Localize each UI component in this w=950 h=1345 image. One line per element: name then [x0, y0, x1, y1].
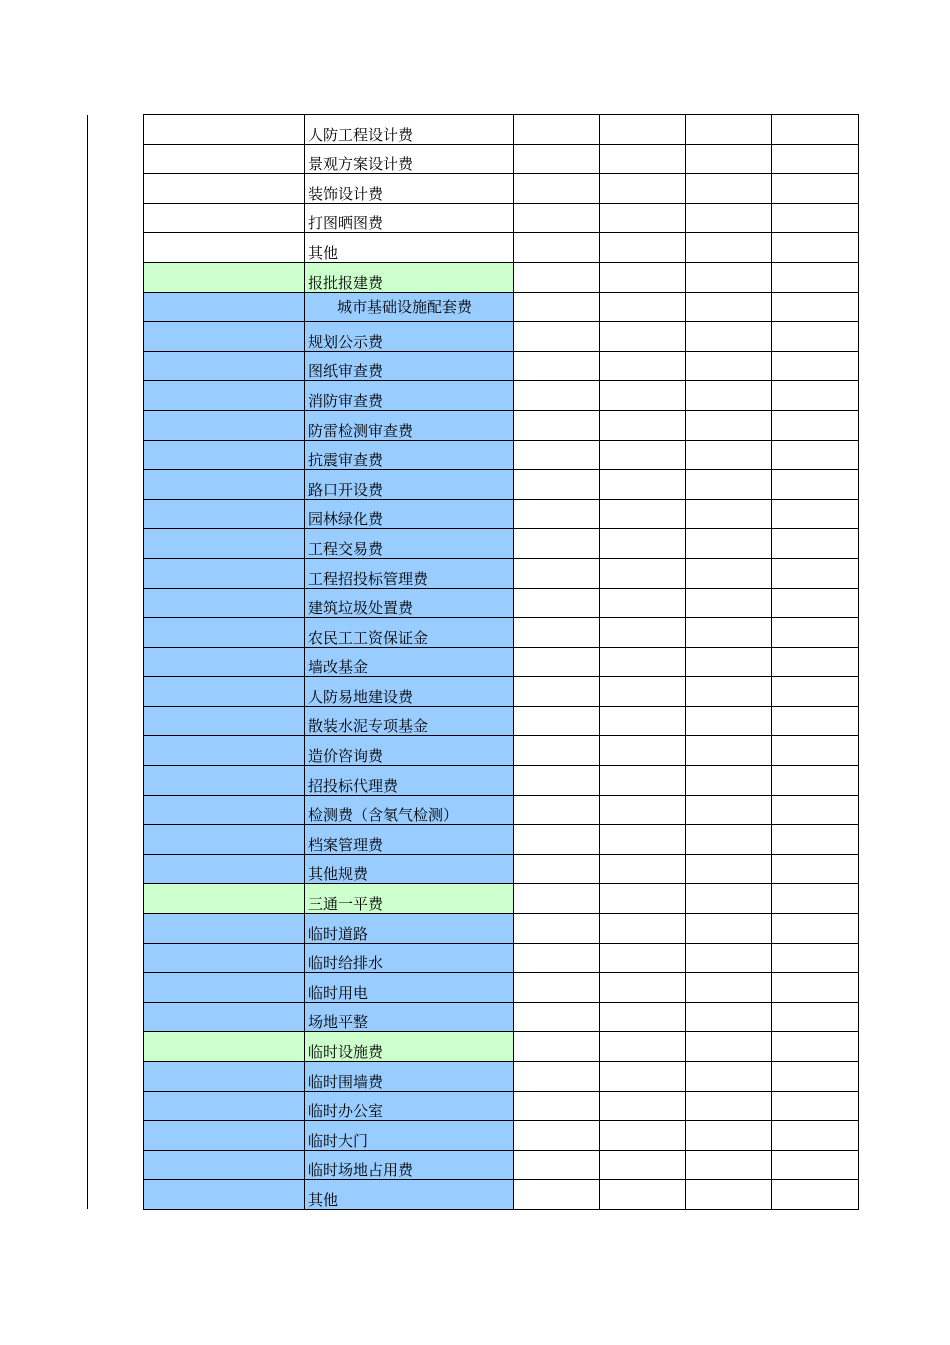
code-cell[interactable]	[144, 558, 305, 588]
value-cell[interactable]	[772, 588, 859, 618]
code-cell[interactable]	[144, 174, 305, 204]
table-row	[144, 262, 859, 292]
table-row	[144, 736, 859, 766]
code-cell[interactable]	[144, 499, 305, 529]
code-cell[interactable]	[144, 292, 305, 322]
item-name-cell[interactable]: 规划公示费	[305, 322, 514, 352]
item-name-cell[interactable]: 临时围墙费	[305, 1062, 514, 1092]
value-cell[interactable]	[600, 144, 686, 174]
table-row	[144, 144, 859, 174]
table-row	[144, 973, 859, 1003]
item-name-cell[interactable]: 工程招投标管理费	[305, 558, 514, 588]
item-name-cell[interactable]: 建筑垃圾处置费	[305, 588, 514, 618]
value-cell[interactable]	[514, 647, 600, 677]
value-cell[interactable]	[772, 440, 859, 470]
value-cell[interactable]	[514, 1150, 600, 1180]
value-cell[interactable]	[600, 825, 686, 855]
value-cell[interactable]	[600, 854, 686, 884]
table-row	[144, 706, 859, 736]
value-cell[interactable]	[772, 1062, 859, 1092]
value-cell[interactable]	[600, 1150, 686, 1180]
table-row	[144, 854, 859, 884]
value-cell[interactable]	[514, 825, 600, 855]
value-cell[interactable]	[600, 647, 686, 677]
code-cell[interactable]	[144, 529, 305, 559]
value-cell[interactable]	[600, 499, 686, 529]
item-name-cell[interactable]: 临时用电	[305, 973, 514, 1003]
item-name-cell[interactable]: 装饰设计费	[305, 174, 514, 204]
value-cell[interactable]	[600, 884, 686, 914]
value-cell[interactable]	[600, 973, 686, 1003]
table-row	[144, 943, 859, 973]
code-cell[interactable]	[144, 854, 305, 884]
item-name-cell[interactable]: 临时设施费	[305, 1032, 514, 1062]
code-cell[interactable]	[144, 1002, 305, 1032]
value-cell[interactable]	[686, 766, 772, 796]
item-name-cell[interactable]: 景观方案设计费	[305, 144, 514, 174]
item-name-cell[interactable]: 园林绿化费	[305, 499, 514, 529]
value-cell[interactable]	[514, 381, 600, 411]
value-cell[interactable]	[514, 558, 600, 588]
value-cell[interactable]	[686, 736, 772, 766]
item-name-cell[interactable]: 墙改基金	[305, 647, 514, 677]
value-cell[interactable]	[686, 410, 772, 440]
code-cell[interactable]	[144, 825, 305, 855]
value-cell[interactable]	[772, 647, 859, 677]
value-cell[interactable]	[514, 470, 600, 500]
item-name-cell[interactable]: 农民工工资保证金	[305, 618, 514, 648]
value-cell[interactable]	[686, 854, 772, 884]
item-name-cell[interactable]: 工程交易费	[305, 529, 514, 559]
value-cell[interactable]	[686, 1150, 772, 1180]
value-cell[interactable]	[686, 292, 772, 322]
value-cell[interactable]	[514, 884, 600, 914]
table-row	[144, 766, 859, 796]
value-cell[interactable]	[772, 529, 859, 559]
value-cell[interactable]	[600, 440, 686, 470]
value-cell[interactable]	[686, 943, 772, 973]
table-row	[144, 233, 859, 263]
value-cell[interactable]	[514, 618, 600, 648]
value-cell[interactable]	[514, 914, 600, 944]
value-cell[interactable]	[772, 351, 859, 381]
item-name-cell[interactable]: 消防审查费	[305, 381, 514, 411]
value-cell[interactable]	[772, 115, 859, 145]
table-row	[144, 470, 859, 500]
value-cell[interactable]	[600, 558, 686, 588]
value-cell[interactable]	[514, 410, 600, 440]
code-cell[interactable]	[144, 410, 305, 440]
item-name-cell[interactable]: 场地平整	[305, 1002, 514, 1032]
value-cell[interactable]	[600, 174, 686, 204]
value-cell[interactable]	[686, 529, 772, 559]
value-cell[interactable]	[514, 529, 600, 559]
item-name-cell[interactable]: 报批报建费	[305, 262, 514, 292]
value-cell[interactable]	[772, 766, 859, 796]
value-cell[interactable]	[686, 706, 772, 736]
value-cell[interactable]	[686, 1091, 772, 1121]
value-cell[interactable]	[600, 1180, 686, 1210]
code-cell[interactable]	[144, 1062, 305, 1092]
table-row	[144, 618, 859, 648]
table-row	[144, 647, 859, 677]
code-cell[interactable]	[144, 322, 305, 352]
table-row	[144, 1091, 859, 1121]
value-cell[interactable]	[772, 795, 859, 825]
value-cell[interactable]	[600, 1062, 686, 1092]
page-margin-line	[87, 115, 88, 1209]
value-cell[interactable]	[514, 973, 600, 1003]
code-cell[interactable]	[144, 914, 305, 944]
value-cell[interactable]	[772, 677, 859, 707]
value-cell[interactable]	[600, 677, 686, 707]
value-cell[interactable]	[600, 470, 686, 500]
code-cell[interactable]	[144, 795, 305, 825]
item-name-cell[interactable]: 档案管理费	[305, 825, 514, 855]
value-cell[interactable]	[772, 174, 859, 204]
value-cell[interactable]	[600, 795, 686, 825]
value-cell[interactable]	[686, 973, 772, 1003]
value-cell[interactable]	[514, 1091, 600, 1121]
item-name-cell[interactable]: 散装水泥专项基金	[305, 706, 514, 736]
value-cell[interactable]	[686, 647, 772, 677]
value-cell[interactable]	[772, 410, 859, 440]
value-cell[interactable]	[600, 262, 686, 292]
table-row	[144, 914, 859, 944]
table-row	[144, 115, 859, 145]
item-name-cell[interactable]: 临时场地占用费	[305, 1150, 514, 1180]
code-cell[interactable]	[144, 618, 305, 648]
value-cell[interactable]	[686, 351, 772, 381]
value-cell[interactable]	[600, 292, 686, 322]
table-row	[144, 322, 859, 352]
value-cell[interactable]	[514, 1121, 600, 1151]
table-row	[144, 1002, 859, 1032]
value-cell[interactable]	[514, 144, 600, 174]
item-name-cell[interactable]: 图纸审查费	[305, 351, 514, 381]
value-cell[interactable]	[600, 766, 686, 796]
value-cell[interactable]	[514, 706, 600, 736]
value-cell[interactable]	[686, 174, 772, 204]
item-name-cell[interactable]: 临时道路	[305, 914, 514, 944]
value-cell[interactable]	[686, 440, 772, 470]
value-cell[interactable]	[600, 1002, 686, 1032]
value-cell[interactable]	[600, 706, 686, 736]
value-cell[interactable]	[686, 470, 772, 500]
value-cell[interactable]	[514, 795, 600, 825]
item-name-cell[interactable]: 其他	[305, 1180, 514, 1210]
value-cell[interactable]	[514, 1032, 600, 1062]
value-cell[interactable]	[600, 736, 686, 766]
value-cell[interactable]	[772, 884, 859, 914]
value-cell[interactable]	[514, 322, 600, 352]
value-cell[interactable]	[686, 233, 772, 263]
table-row	[144, 292, 859, 322]
value-cell[interactable]	[772, 292, 859, 322]
item-name-cell[interactable]: 临时大门	[305, 1121, 514, 1151]
value-cell[interactable]	[772, 1121, 859, 1151]
code-cell[interactable]	[144, 766, 305, 796]
value-cell[interactable]	[514, 677, 600, 707]
value-cell[interactable]	[772, 1180, 859, 1210]
value-cell[interactable]	[772, 854, 859, 884]
code-cell[interactable]	[144, 1180, 305, 1210]
item-name-cell[interactable]: 打图晒图费	[305, 203, 514, 233]
table-row	[144, 884, 859, 914]
value-cell[interactable]	[600, 233, 686, 263]
code-cell[interactable]	[144, 1091, 305, 1121]
value-cell[interactable]	[686, 558, 772, 588]
code-cell[interactable]	[144, 706, 305, 736]
cost-table-body	[144, 115, 859, 1210]
value-cell[interactable]	[514, 1180, 600, 1210]
value-cell[interactable]	[514, 351, 600, 381]
value-cell[interactable]	[686, 618, 772, 648]
value-cell[interactable]	[514, 203, 600, 233]
value-cell[interactable]	[772, 203, 859, 233]
value-cell[interactable]	[600, 1121, 686, 1151]
table-row	[144, 410, 859, 440]
value-cell[interactable]	[686, 1121, 772, 1151]
value-cell[interactable]	[772, 262, 859, 292]
item-name-cell[interactable]: 招投标代理费	[305, 766, 514, 796]
value-cell[interactable]	[686, 677, 772, 707]
item-name-cell[interactable]: 其他规费	[305, 854, 514, 884]
value-cell[interactable]	[686, 1180, 772, 1210]
value-cell[interactable]	[514, 1062, 600, 1092]
table-row	[144, 529, 859, 559]
value-cell[interactable]	[686, 1032, 772, 1062]
code-cell[interactable]	[144, 470, 305, 500]
value-cell[interactable]	[686, 144, 772, 174]
table-row	[144, 1180, 859, 1210]
code-cell[interactable]	[144, 736, 305, 766]
value-cell[interactable]	[772, 1091, 859, 1121]
value-cell[interactable]	[772, 736, 859, 766]
value-cell[interactable]	[600, 588, 686, 618]
value-cell[interactable]	[686, 381, 772, 411]
value-cell[interactable]	[600, 914, 686, 944]
value-cell[interactable]	[514, 115, 600, 145]
value-cell[interactable]	[514, 1002, 600, 1032]
value-cell[interactable]	[600, 322, 686, 352]
table-row	[144, 588, 859, 618]
table-row	[144, 825, 859, 855]
code-cell[interactable]	[144, 233, 305, 263]
code-cell[interactable]	[144, 1121, 305, 1151]
code-cell[interactable]	[144, 647, 305, 677]
table-row	[144, 351, 859, 381]
value-cell[interactable]	[600, 1032, 686, 1062]
value-cell[interactable]	[514, 262, 600, 292]
code-cell[interactable]	[144, 115, 305, 145]
table-row	[144, 558, 859, 588]
value-cell[interactable]	[514, 588, 600, 618]
table-row	[144, 174, 859, 204]
item-name-cell[interactable]: 路口开设费	[305, 470, 514, 500]
item-name-cell[interactable]: 防雷检测审查费	[305, 410, 514, 440]
table-row	[144, 440, 859, 470]
value-cell[interactable]	[600, 618, 686, 648]
code-cell[interactable]	[144, 440, 305, 470]
value-cell[interactable]	[514, 766, 600, 796]
item-name-cell[interactable]: 检测费（含氡气检测）	[305, 795, 514, 825]
code-cell[interactable]	[144, 381, 305, 411]
item-name-cell[interactable]: 造价咨询费	[305, 736, 514, 766]
code-cell[interactable]	[144, 588, 305, 618]
item-name-cell[interactable]: 人防易地建设费	[305, 677, 514, 707]
value-cell[interactable]	[772, 914, 859, 944]
item-name-cell[interactable]: 三通一平费	[305, 884, 514, 914]
value-cell[interactable]	[772, 470, 859, 500]
code-cell[interactable]	[144, 1150, 305, 1180]
item-name-cell[interactable]: 临时办公室	[305, 1091, 514, 1121]
value-cell[interactable]	[514, 440, 600, 470]
table-row	[144, 1032, 859, 1062]
code-cell[interactable]	[144, 1032, 305, 1062]
code-cell[interactable]	[144, 677, 305, 707]
value-cell[interactable]	[772, 706, 859, 736]
value-cell[interactable]	[686, 884, 772, 914]
value-cell[interactable]	[600, 943, 686, 973]
value-cell[interactable]	[600, 1091, 686, 1121]
value-cell[interactable]	[514, 499, 600, 529]
table-row	[144, 677, 859, 707]
table-row	[144, 1150, 859, 1180]
value-cell[interactable]	[514, 292, 600, 322]
value-cell[interactable]	[772, 499, 859, 529]
value-cell[interactable]	[686, 203, 772, 233]
value-cell[interactable]	[772, 825, 859, 855]
value-cell[interactable]	[600, 381, 686, 411]
value-cell[interactable]	[600, 115, 686, 145]
value-cell[interactable]	[686, 499, 772, 529]
value-cell[interactable]	[686, 1062, 772, 1092]
value-cell[interactable]	[686, 795, 772, 825]
table-row	[144, 1062, 859, 1092]
code-cell[interactable]	[144, 262, 305, 292]
value-cell[interactable]	[686, 262, 772, 292]
value-cell[interactable]	[514, 736, 600, 766]
value-cell[interactable]	[600, 351, 686, 381]
value-cell[interactable]	[772, 381, 859, 411]
value-cell[interactable]	[686, 322, 772, 352]
value-cell[interactable]	[600, 410, 686, 440]
value-cell[interactable]	[772, 322, 859, 352]
value-cell[interactable]	[686, 1002, 772, 1032]
value-cell[interactable]	[772, 558, 859, 588]
item-name-cell[interactable]: 其他	[305, 233, 514, 263]
value-cell[interactable]	[686, 914, 772, 944]
value-cell[interactable]	[772, 943, 859, 973]
value-cell[interactable]	[514, 174, 600, 204]
code-cell[interactable]	[144, 943, 305, 973]
item-name-cell[interactable]: 人防工程设计费	[305, 115, 514, 145]
code-cell[interactable]	[144, 351, 305, 381]
value-cell[interactable]	[514, 854, 600, 884]
table-row	[144, 381, 859, 411]
code-cell[interactable]	[144, 884, 305, 914]
item-name-cell[interactable]: 临时给排水	[305, 943, 514, 973]
table-row	[144, 499, 859, 529]
code-cell[interactable]	[144, 973, 305, 1003]
value-cell[interactable]	[772, 1150, 859, 1180]
value-cell[interactable]	[772, 1032, 859, 1062]
code-cell[interactable]	[144, 203, 305, 233]
item-name-cell[interactable]: 抗震审查费	[305, 440, 514, 470]
value-cell[interactable]	[600, 203, 686, 233]
value-cell[interactable]	[772, 973, 859, 1003]
cost-table	[143, 114, 859, 1210]
value-cell[interactable]	[772, 618, 859, 648]
value-cell[interactable]	[686, 115, 772, 145]
item-name-cell[interactable]: 城市基础设施配套费	[305, 292, 514, 322]
value-cell[interactable]	[686, 588, 772, 618]
table-row	[144, 1121, 859, 1151]
table-row	[144, 203, 859, 233]
value-cell[interactable]	[772, 233, 859, 263]
value-cell[interactable]	[686, 825, 772, 855]
value-cell[interactable]	[600, 529, 686, 559]
value-cell[interactable]	[514, 233, 600, 263]
table-row	[144, 795, 859, 825]
value-cell[interactable]	[514, 943, 600, 973]
value-cell[interactable]	[772, 144, 859, 174]
code-cell[interactable]	[144, 144, 305, 174]
value-cell[interactable]	[772, 1002, 859, 1032]
